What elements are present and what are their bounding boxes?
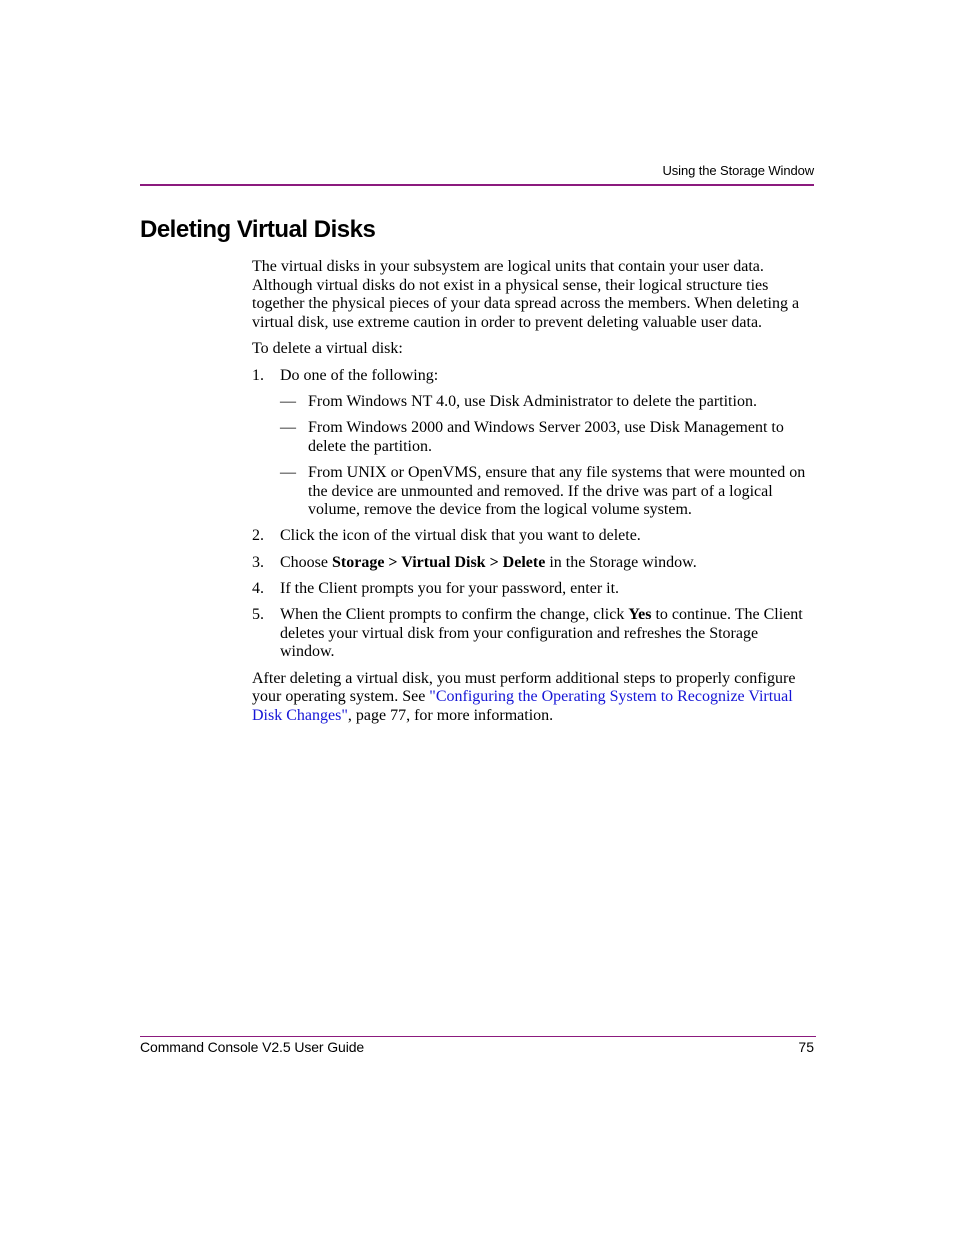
footer-rule [140, 1036, 816, 1037]
lead-in-paragraph: To delete a virtual disk: [252, 340, 403, 358]
header-rule [140, 184, 814, 186]
step-number: 2. [252, 527, 264, 545]
intro-paragraph: The virtual disks in your subsystem are logical units that contain your user data. Although virtual disks do not exist in a physical sense, their logical structure ties together the physical pieces of your data spread across the members. When deleting a virtual disk, use extreme caution in order to prevent deleting valuable user data. [252, 258, 800, 332]
step-number: 1. [252, 366, 264, 384]
step-number: 5. [252, 606, 264, 624]
step-3 [252, 554, 814, 573]
section-body [252, 258, 814, 733]
page-number: 75 [798, 1039, 814, 1055]
step-text: Click the icon of the virtual disk that you want to delete. [280, 527, 641, 545]
step-number: 3. [252, 553, 264, 571]
step-text: If the Client prompts you for your password, enter it. [280, 579, 620, 597]
cross-reference-link[interactable]: "Configuring the Operating System to Recognize Virtual Disk Changes" [252, 688, 793, 725]
step-text-post: to continue. The Client deletes your virtual disk from your configuration and refreshes the Storage window. [280, 606, 803, 661]
closing-text-post: , page 77, for more information. [347, 707, 554, 725]
sub-item-nt [252, 393, 814, 412]
sub-item-text: From Windows NT 4.0, use Disk Administrator to delete the partition. [308, 392, 757, 410]
yes-label: Yes [628, 606, 652, 624]
sub-item-unix [252, 464, 814, 520]
em-dash: — [280, 463, 296, 481]
step-text: Do one of the following: [280, 366, 439, 384]
step-2 [252, 527, 814, 546]
step-number: 4. [252, 579, 264, 597]
em-dash: — [280, 418, 296, 436]
menu-path: Storage > Virtual Disk > Delete [332, 553, 546, 571]
em-dash: — [280, 392, 296, 410]
closing-paragraph [252, 670, 814, 726]
page-title: Deleting Virtual Disks [140, 216, 376, 243]
step-text-post: in the Storage window. [545, 553, 697, 571]
sub-item-text: From Windows 2000 and Windows Server 2003, use Disk Management to delete the partition. [308, 418, 784, 455]
running-header: Using the Storage Window [662, 163, 814, 178]
sub-item-text: From UNIX or OpenVMS, ensure that any file systems that were mounted on the device are unmounted and removed. If the drive was part of a logical volume, remove the device from the logical volume system. [308, 463, 806, 519]
step-5 [252, 606, 814, 662]
step-4 [252, 580, 814, 599]
sub-item-win2000 [252, 419, 814, 456]
footer-guide-title: Command Console V2.5 User Guide [140, 1039, 365, 1055]
step-text-pre: Choose [280, 553, 332, 571]
closing-text-pre: After deleting a virtual disk, you must perform additional steps to properly configure your operating system. See [252, 669, 796, 706]
step-text-pre: When the Client prompts to confirm the change, click [280, 606, 629, 624]
step-1 [252, 367, 814, 386]
